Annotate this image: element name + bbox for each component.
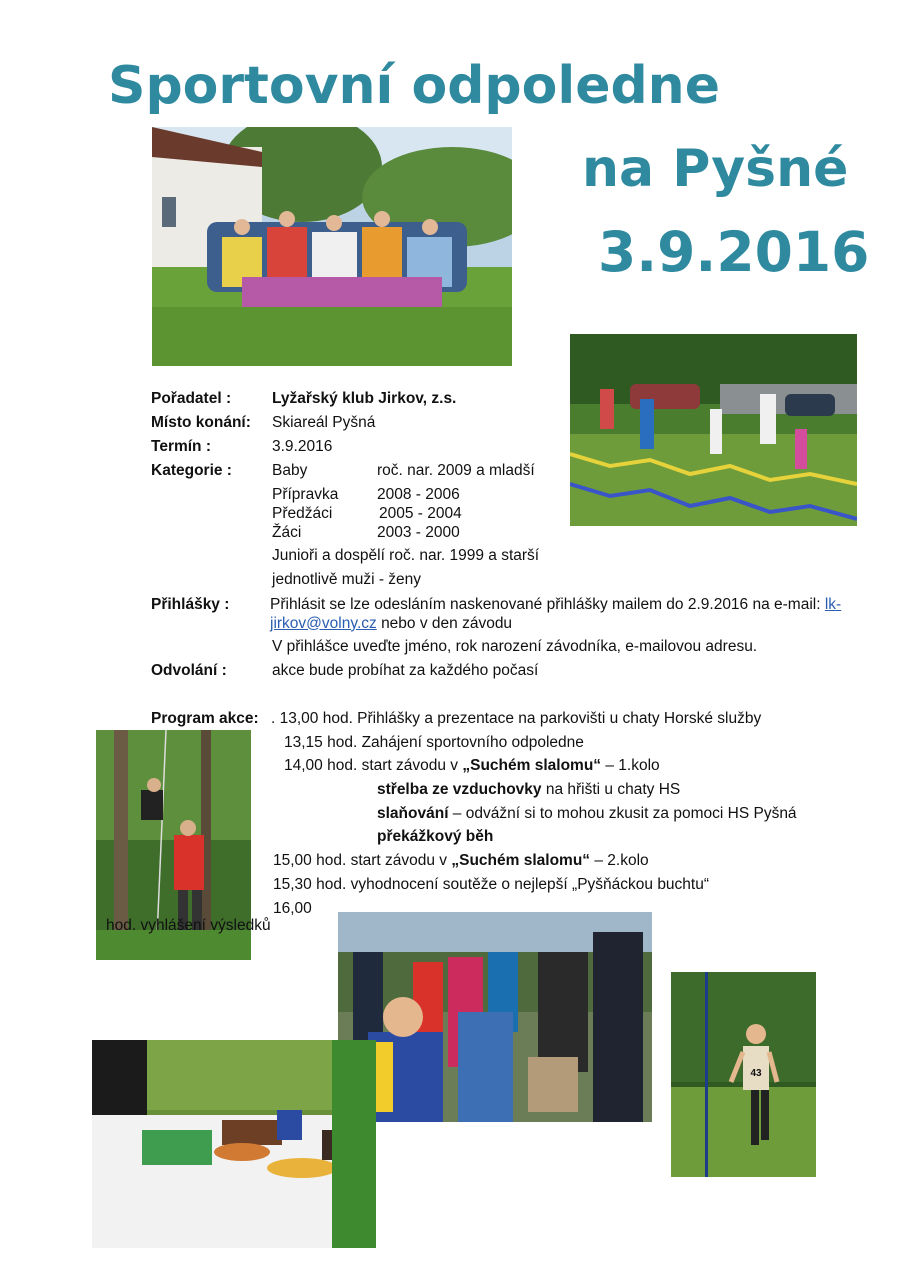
program-text: – 2.kolo — [590, 852, 649, 869]
program-line: 16,00 — [273, 900, 312, 917]
category-years: 2005 - 2004 — [379, 505, 462, 522]
date-label: Termín : — [151, 438, 211, 455]
kids-activity-photo — [338, 912, 652, 1122]
category-years: 2008 - 2006 — [377, 486, 460, 503]
program-line: hod. vyhlášení výsledků — [106, 917, 271, 934]
cancel-label: Odvolání : — [151, 662, 227, 679]
program-text-bold: „Suchém slalomu“ — [451, 852, 591, 869]
program-text: – odvážní si to mohou zkusit za pomoci HS Pyšná — [448, 805, 797, 822]
organizer-label: Pořadatel : — [151, 390, 232, 407]
program-text: – 1.kolo — [601, 757, 660, 774]
venue-label: Místo konání: — [151, 414, 251, 431]
program-text: 14,00 hod. start závodu v — [284, 757, 463, 774]
cancel-value: akce bude probíhat za každého počasí — [272, 662, 539, 679]
buffet-table-photo — [92, 1040, 376, 1248]
category-juniors: Junioři a dospělí roč. nar. 1999 a starší — [272, 547, 540, 564]
program-line — [377, 805, 797, 824]
program-line — [284, 757, 660, 776]
program-text-bold: „Suchém slalomu“ — [462, 757, 602, 774]
registration-label: Přihlášky : — [151, 596, 230, 613]
slalom-course-photo — [570, 334, 857, 526]
venue-value: Skiareál Pyšná — [272, 414, 376, 431]
program-line — [273, 852, 649, 871]
program-text-bold: slaňování — [377, 805, 449, 822]
date-value: 3.9.2016 — [272, 438, 333, 455]
category-individual: jednotlivě muži - ženy — [272, 571, 422, 588]
organizer-value: Lyžařský klub Jirkov, z.s. — [272, 390, 457, 407]
registration-note: V přihlášce uveďte jméno, rok narození závodníka, e-mailovou adresu. — [272, 638, 758, 655]
program-label: Program akce: — [151, 710, 259, 727]
category-name: Přípravka — [272, 486, 339, 503]
title-line-1: Sportovní odpoledne — [108, 56, 720, 116]
runner-bib-number: 43 — [750, 1068, 762, 1079]
program-text: na hřišti u chaty HS — [541, 781, 681, 798]
title-line-2: na Pyšné — [582, 139, 849, 199]
program-text-bold: střelba ze vzduchovky — [377, 781, 542, 798]
program-line: . 13,00 hod. Přihlášky a prezentace na parkovišti u chaty Horské služby — [271, 710, 762, 727]
categories-label: Kategorie : — [151, 462, 232, 479]
runner-photo — [671, 972, 816, 1177]
title-date: 3.9.2016 — [598, 220, 870, 284]
program-line: překážkový běh — [377, 828, 494, 845]
category-name: Předžáci — [272, 505, 333, 522]
program-line: 13,15 hod. Zahájení sportovního odpoledne — [284, 734, 584, 751]
registration-text-1: Přihlásit se lze odesláním naskenované přihlášky mailem do 2.9.2016 na e-mail: — [270, 596, 821, 613]
program-line: 15,30 hod. vyhodnocení soutěže o nejlepší „Pyšňáckou buchtu“ — [273, 876, 710, 893]
category-name: Baby — [272, 462, 308, 479]
registration-email-link[interactable]: lk-jirkov@volny.cz — [270, 596, 842, 632]
group-photo — [152, 127, 512, 366]
category-years: roč. nar. 2009 a mladší — [377, 462, 535, 479]
program-text: 15,00 hod. start závodu v — [273, 852, 452, 869]
program-line — [377, 781, 680, 800]
category-years: 2003 - 2000 — [377, 524, 460, 541]
registration-text-2: nebo v den závodu — [381, 614, 513, 632]
registration-text — [270, 596, 854, 633]
category-name: Žáci — [272, 524, 302, 541]
